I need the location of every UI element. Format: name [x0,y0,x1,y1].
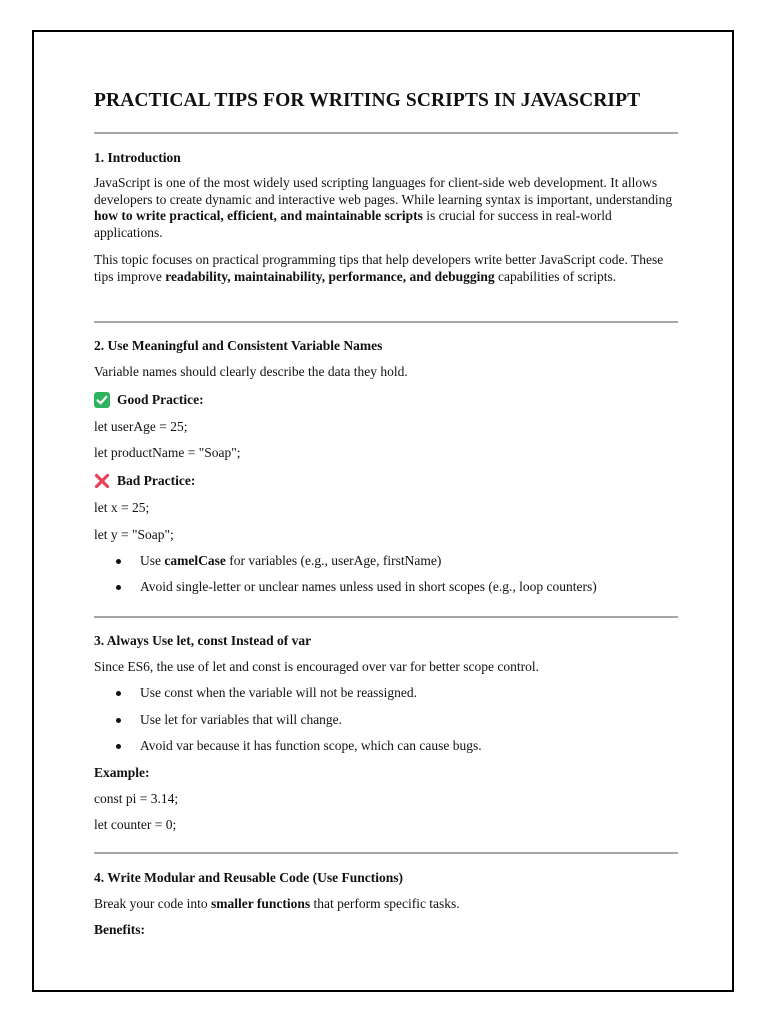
divider [94,616,678,618]
cross-mark-icon [94,473,110,489]
section-heading-modular-code: 4. Write Modular and Reusable Code (Use Functions) [94,870,404,885]
bullet-dot [116,744,121,749]
letconst-description: Since ES6, the use of let and const is encouraged over var for better scope control. [94,659,539,674]
code-line: let productName = "Soap"; [94,445,241,460]
document-page [32,30,734,992]
bullet-emphasis: camelCase [164,553,226,568]
list-item-text: Avoid var because it has function scope, which can cause bugs. [140,738,482,753]
code-line: let x = 25; [94,500,150,515]
bullet-dot [116,718,121,723]
list-item-text [140,552,441,569]
code-line: let counter = 0; [94,817,177,832]
bad-practice-label [94,472,195,489]
intro-p2-text-start: This topic focuses on practical programming tips that help developers write better JavaScript code. These tips improve [94,252,664,284]
intro-p1-emphasis: how to write practical, efficient, and maintainable scripts [94,208,423,223]
list-item-text: Use const when the variable will not be reassigned. [140,685,418,700]
divider [94,132,678,134]
list-item-text: Avoid single-letter or unclear names unless used in short scopes (e.g., loop counters) [140,579,597,594]
modular-description [94,895,460,912]
intro-p1-text-end: is crucial for success in real-world applications. [94,208,612,240]
check-mark-icon [94,392,110,408]
intro-p1-text-start: JavaScript is one of the most widely used scripting languages for client-side web development. It allows developers to create dynamic and interactive web pages. While learning syntax is important, understanding [94,175,673,207]
modular-desc-start: Break your code into [94,896,211,911]
page-title: PRACTICAL TIPS FOR WRITING SCRIPTS IN JAVASCRIPT [94,90,641,111]
intro-paragraph-1 [94,175,678,241]
intro-p2-emphasis: readability, maintainability, performance, and debugging [165,268,495,284]
section-heading-variable-names: 2. Use Meaningful and Consistent Variable Names [94,338,383,353]
good-practice-text: Good Practice: [117,392,204,407]
code-line: let userAge = 25; [94,419,188,434]
divider [94,321,678,323]
modular-desc-end: that perform specific tasks. [310,896,460,911]
benefits-label: Benefits: [94,922,145,937]
example-label: Example: [94,765,150,780]
intro-paragraph-2 [94,252,678,285]
code-line: let y = "Soap"; [94,527,174,542]
code-line: const pi = 3.14; [94,791,179,806]
section-heading-introduction: 1. Introduction [94,150,181,165]
bullet-dot [116,585,121,590]
bullet-dot [116,691,121,696]
list-item-text: Use let for variables that will change. [140,712,343,727]
bullet-text-start: Use [140,553,165,568]
bad-practice-text: Bad Practice: [117,473,196,488]
naming-description: Variable names should clearly describe the data they hold. [94,364,408,379]
modular-desc-emphasis: smaller functions [210,896,311,911]
intro-p2-text-end: capabilities of scripts. [494,268,617,284]
section-heading-let-const: 3. Always Use let, const Instead of var [94,633,312,648]
divider [94,852,678,854]
good-practice-label [94,391,204,408]
bullet-text-end: for variables (e.g., userAge, firstName) [225,553,442,568]
bullet-dot [116,559,121,564]
